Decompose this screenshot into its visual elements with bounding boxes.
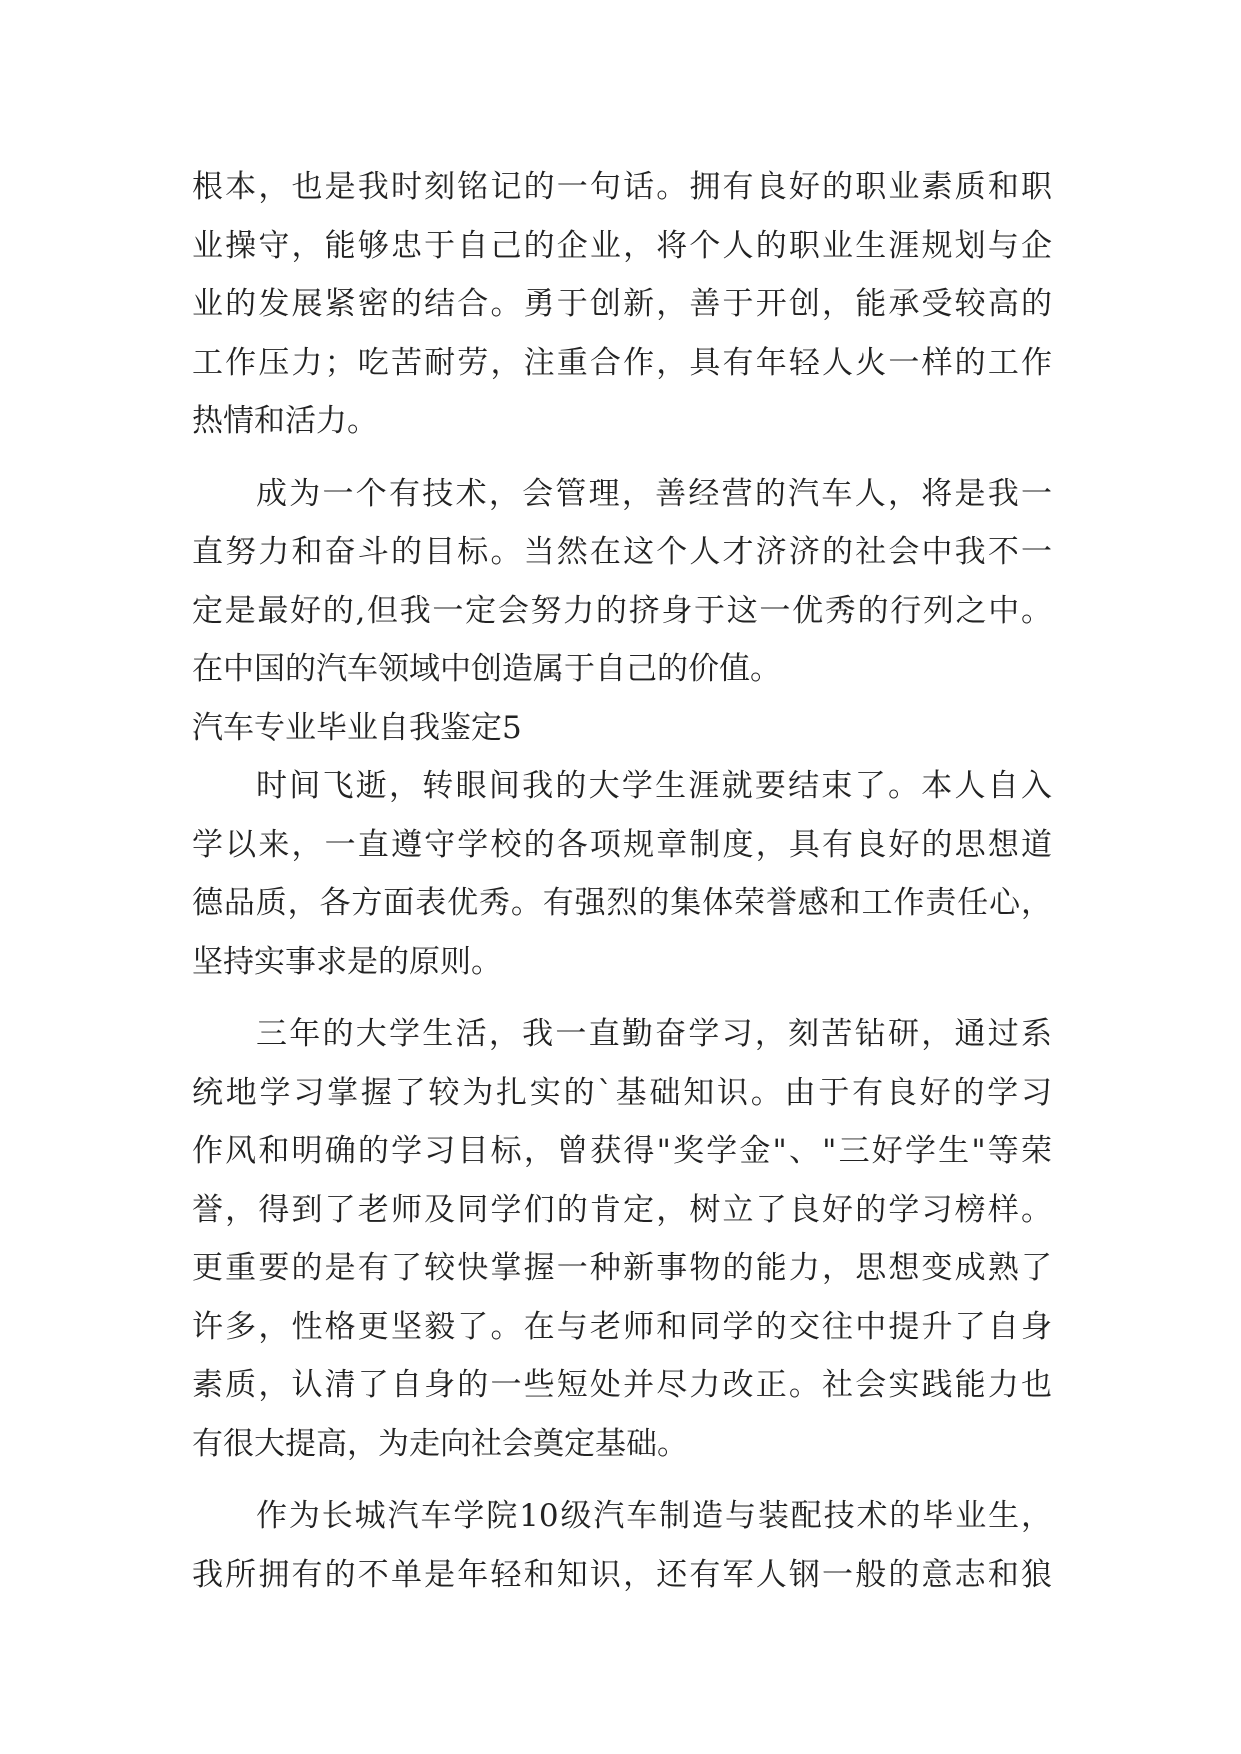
paragraph-line: 成为一个有技术，会管理，善经营的汽车人，将是我一: [256, 475, 1052, 512]
document-body: [192, 158, 1052, 1604]
paragraph-line: 根本，也是我时刻铭记的一句话。拥有良好的职业素质和职: [192, 169, 1052, 205]
paragraph-line: 我所拥有的不单是年轻和知识，还有军人钢一般的意志和狼: [192, 1556, 1052, 1593]
paragraph-2: [192, 465, 1052, 699]
paragraph-line: 学以来，一直遵守学校的各项规章制度，具有良好的思想道: [192, 826, 1052, 863]
paragraph-line: 更重要的是有了较快掌握一种新事物的能力，思想变成熟了: [192, 1250, 1052, 1286]
paragraph-line: 誉，得到了老师及同学们的肯定，树立了良好的学习榜样。: [192, 1191, 1052, 1228]
section-heading: 汽车专业毕业自我鉴定5: [192, 709, 522, 746]
paragraph-line: 坚持实事求是的原则。: [192, 943, 502, 980]
paragraph-line: 作为长城汽车学院10级汽车制造与装配技术的毕业生，: [256, 1498, 1052, 1534]
paragraph-line: 定是最好的,但我一定会努力的挤身于这一优秀的行列之中。: [192, 592, 1052, 629]
paragraph-5: [192, 1487, 1052, 1604]
paragraph-line: 统地学习掌握了较为扎实的`基础知识。由于有良好的学习: [192, 1074, 1052, 1111]
paragraph-line: 德品质，各方面表优秀。有强烈的集体荣誉感和工作责任心，: [192, 885, 1052, 921]
paragraph-line: 作风和明确的学习目标，曾获得"奖学金"、"三好学生"等荣: [192, 1133, 1052, 1169]
paragraph-line: 许多，性格更坚毅了。在与老师和同学的交往中提升了自身: [192, 1308, 1052, 1345]
paragraph-1: [192, 158, 1052, 451]
paragraph-line: 素质，认清了自身的一些短处并尽力改正。社会实践能力也: [192, 1367, 1052, 1403]
paragraph-line: 在中国的汽车领域中创造属于自己的价值。: [192, 651, 781, 687]
paragraph-line: 业操守，能够忠于自己的企业，将个人的职业生涯规划与企: [192, 227, 1052, 264]
paragraph-line: 热情和活力。: [192, 403, 378, 439]
paragraph-3: [192, 757, 1052, 991]
paragraph-line: 业的发展紧密的结合。勇于创新，善于开创，能承受较高的: [192, 286, 1052, 322]
paragraph-line: 三年的大学生活，我一直勤奋学习，刻苦钻研，通过系: [256, 1016, 1052, 1052]
paragraph-line: 直努力和奋斗的目标。当然在这个人才济济的社会中我不一: [192, 534, 1052, 570]
paragraph-line: 工作压力；吃苦耐劳，注重合作，具有年轻人火一样的工作: [192, 344, 1052, 381]
paragraph-line: 时间飞逝，转眼间我的大学生涯就要结束了。本人自入: [256, 768, 1052, 804]
paragraph-line: 有很大提高，为走向社会奠定基础。: [192, 1425, 688, 1462]
paragraph-4: [192, 1005, 1052, 1473]
